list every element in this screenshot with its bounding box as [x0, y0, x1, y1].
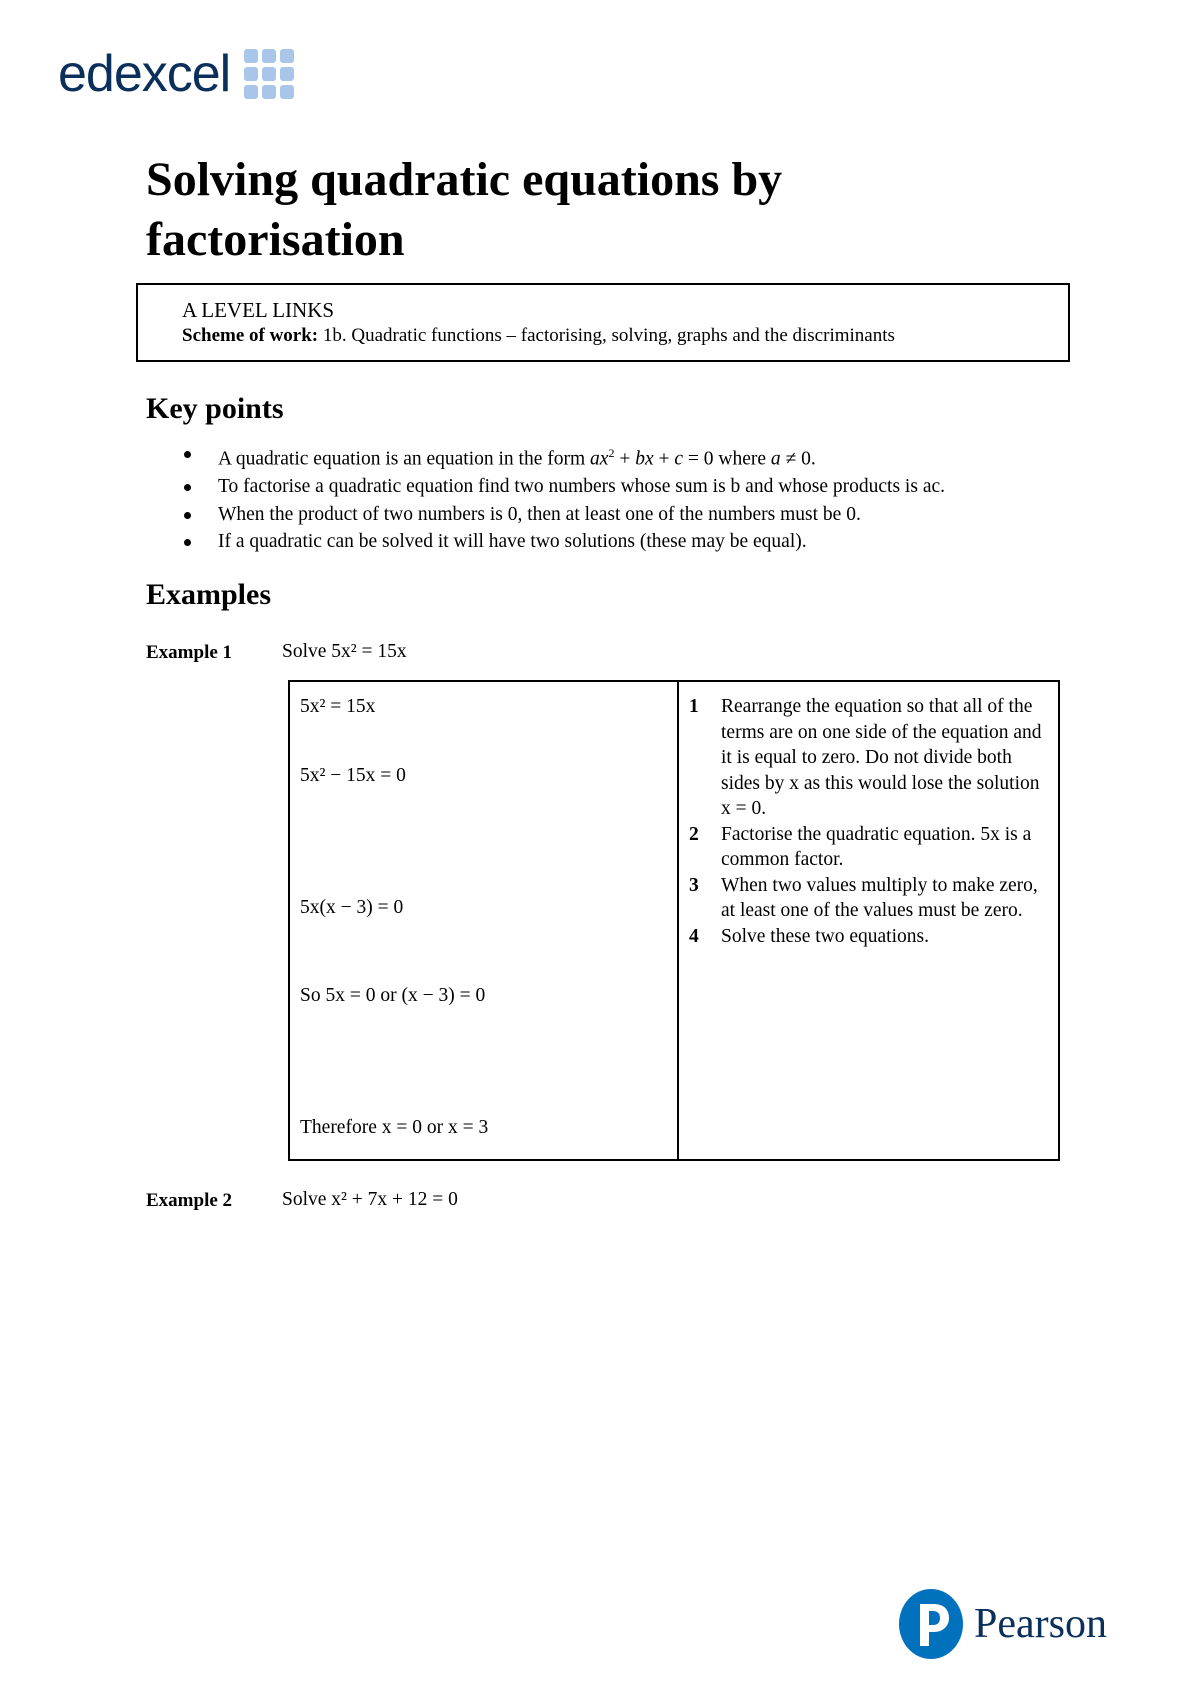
bullet-icon — [184, 484, 191, 491]
scheme-text: 1b. Quadratic functions – factorising, solving, graphs and the discriminants — [322, 325, 895, 346]
notes-list — [689, 694, 1044, 949]
bullet-icon — [184, 451, 191, 458]
scheme-label: Scheme of work: — [182, 325, 319, 346]
example1-problem: Solve 5x² = 15x — [282, 641, 407, 662]
page-title: Solving quadratic equations by factorisation — [146, 153, 783, 266]
note-item: 2 Factorise the quadratic equation. 5x is a common factor. — [689, 823, 1032, 870]
example2-label: Example 2 — [146, 1190, 233, 1211]
list-item: To factorise a quadratic equation find two numbers whose sum is b and whose products is ac. — [146, 473, 1106, 501]
pearson-text: Pearson — [974, 1601, 1107, 1647]
logo-grid-icon — [244, 49, 294, 99]
bullet-icon — [184, 539, 191, 546]
working-step: 5x² − 15x = 0 — [300, 765, 406, 786]
key-points-heading: Key points — [146, 392, 284, 425]
key-points-list — [146, 440, 1106, 556]
notes-column — [679, 682, 1058, 1159]
working-step: 5x(x − 3) = 0 — [300, 897, 404, 918]
edexcel-logo — [58, 45, 294, 103]
note-item: 1 Rearrange the equation so that all of the terms are on one side of the equation and it is equal to zero. Do not divide both sides by x as this would lose the solution x = 0. — [689, 696, 1042, 819]
scheme-of-work-line — [182, 323, 1068, 349]
note-item: 3 When two values multiply to make zero, at least one of the values must be zero. — [689, 874, 1038, 921]
example2-problem: Solve x² + 7x + 12 = 0 — [282, 1189, 458, 1210]
example1-table — [288, 680, 1060, 1161]
list-item: When the product of two numbers is 0, then at least one of the numbers must be 0. — [146, 501, 1106, 529]
logo-text: edexcel — [58, 45, 231, 103]
working-step: 5x² = 15x — [300, 696, 376, 717]
a-level-links-box — [136, 283, 1070, 362]
working-step: Therefore x = 0 or x = 3 — [300, 1117, 489, 1138]
working-step: So 5x = 0 or (x − 3) = 0 — [300, 985, 486, 1006]
list-item: If a quadratic can be solved it will have two solutions (these may be equal). — [146, 528, 1106, 556]
pearson-logo — [898, 1588, 1107, 1660]
example1-label: Example 1 — [146, 642, 233, 663]
note-item: 4 Solve these two equations. — [689, 925, 929, 947]
links-heading: A LEVEL LINKS — [182, 298, 335, 322]
bullet-icon — [184, 512, 191, 519]
pearson-p-icon — [898, 1588, 964, 1660]
working-column — [290, 682, 679, 1159]
list-item: A quadratic equation is an equation in the form $ax^2$ + bx + c = 0 where a ≠ 0. — [146, 440, 1106, 473]
examples-heading: Examples — [146, 578, 272, 611]
